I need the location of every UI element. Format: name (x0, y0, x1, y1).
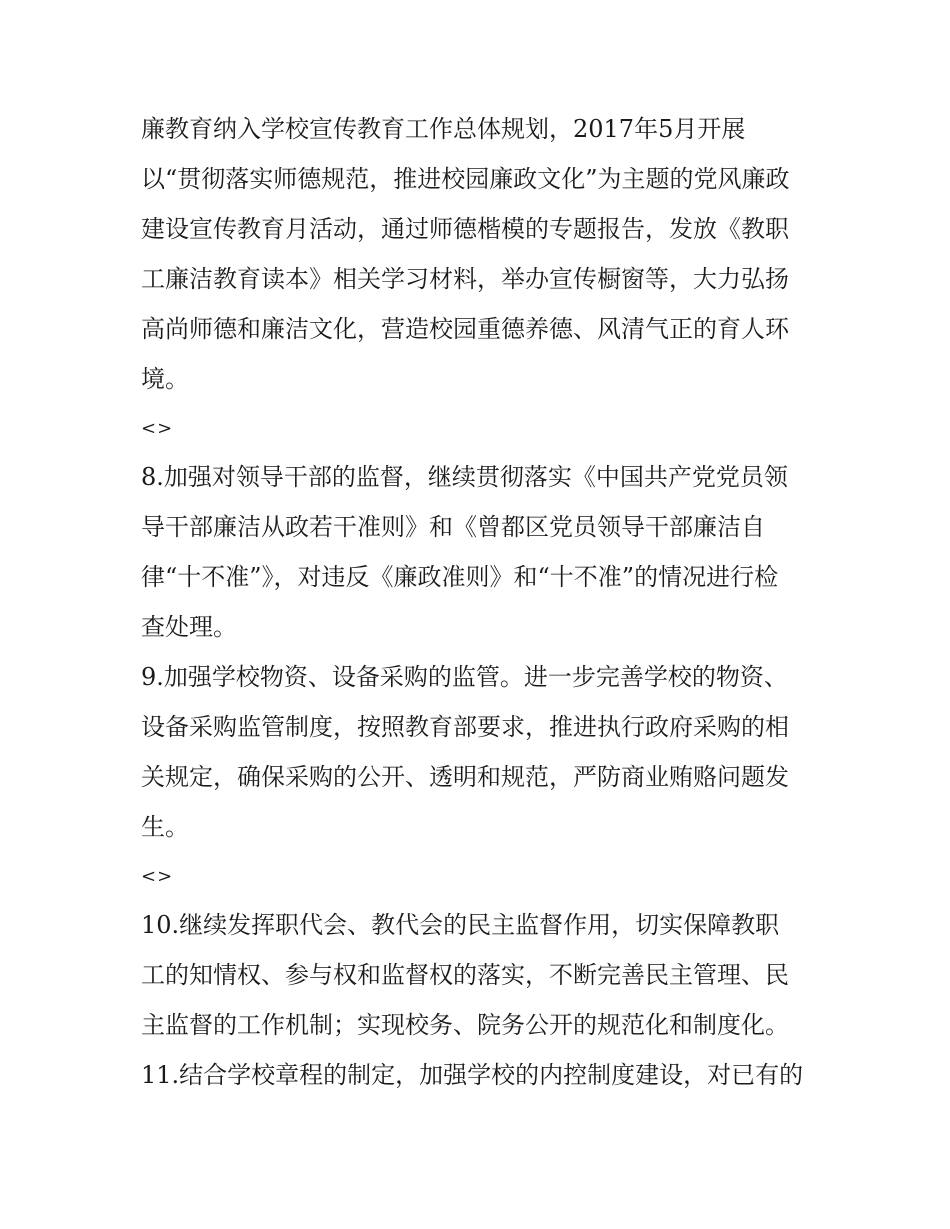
text-line: 导干部廉洁从政若干准则》和《曾都区党员领导干部廉洁自 (141, 513, 765, 541)
separator-mark: <> (141, 418, 174, 439)
text-line: 关规定，确保采购的公开、透明和规范，严防商业贿赂问题发 (141, 763, 789, 791)
text-line: 以“贯彻落实师德规范，推进校园廉政文化”为主题的党风廉政 (141, 165, 790, 193)
text-line: 8.加强对领导干部的监督，继续贯彻落实《中国共产党党员领 (141, 463, 788, 491)
text-line: 设备采购监管制度，按照教育部要求，推进执行政府采购的相 (141, 713, 789, 741)
text-line: 境。 (141, 365, 189, 393)
text-line: 主监督的工作机制；实现校务、院务公开的规范化和制度化。 (141, 1011, 789, 1039)
text-line: 工的知情权、参与权和监督权的落实，不断完善民主管理、民 (141, 961, 789, 989)
text-line: 9.加强学校物资、设备采购的监管。进一步完善学校的物资、 (141, 663, 788, 691)
text-line: 生。 (141, 813, 189, 841)
text-line: 11.结合学校章程的制定，加强学校的内控制度建设，对已有的 (141, 1061, 804, 1089)
text-line: 查处理。 (141, 613, 237, 641)
text-line: 工廉洁教育读本》相关学习材料，举办宣传橱窗等，大力弘扬 (141, 265, 789, 293)
text-line: 高尚师德和廉洁文化，营造校园重德养德、风清气正的育人环 (141, 315, 789, 343)
text-line: 廉教育纳入学校宣传教育工作总体规划，2017年5月开展 (141, 115, 746, 143)
text-line: 10.继续发挥职代会、教代会的民主监督作用，切实保障教职 (141, 911, 780, 939)
text-line: 律“十不准”》，对违反《廉政准则》和“十不准”的情况进行检 (141, 563, 779, 591)
text-line: 建设宣传教育月活动，通过师德楷模的专题报告，发放《教职 (141, 215, 789, 243)
separator-mark: <> (141, 866, 174, 887)
